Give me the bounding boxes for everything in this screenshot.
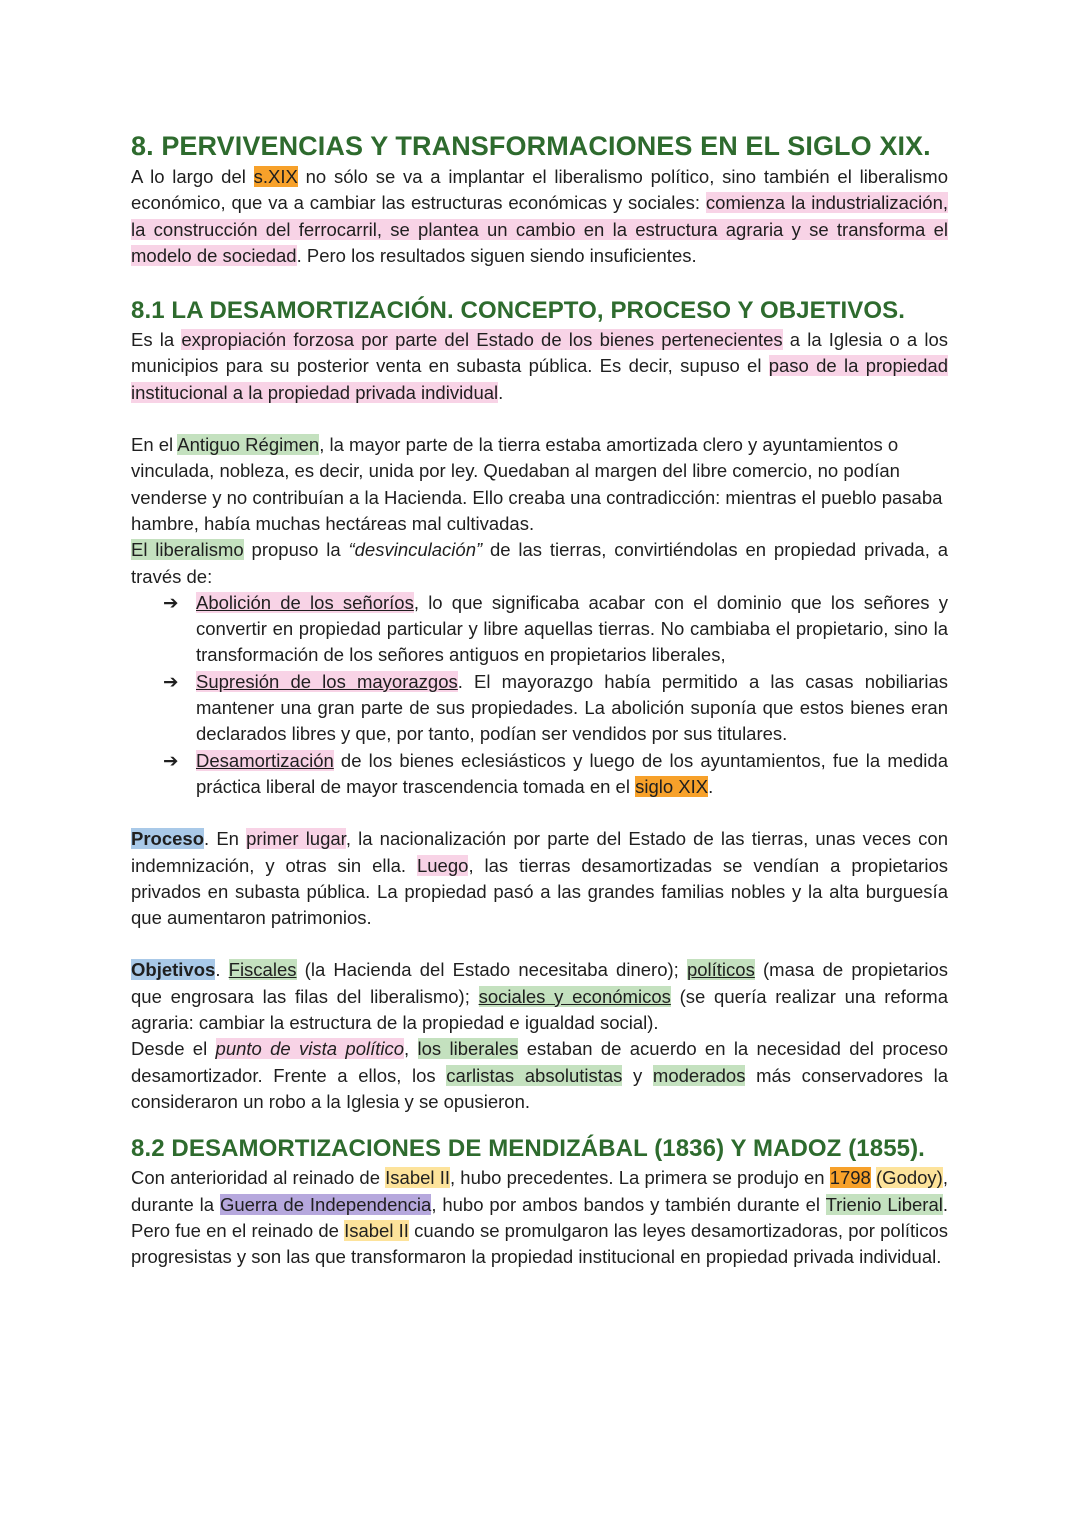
text: no sólo se va a implantar el liberalismo político, sino también el liberalismo económico, que va a cambiar las estructuras económicas y sociales:: [131, 166, 948, 214]
objetivos-paragraph: [131, 957, 948, 1036]
highlight-century: s.XIX: [253, 166, 298, 187]
text: A lo largo del: [131, 166, 254, 187]
highlight-isabel-ii: Isabel II: [385, 1167, 450, 1189]
highlight-antiguo-regimen: Antiguo Régimen: [177, 434, 320, 456]
text: , la nacionalización por parte del Estado de las tierras, unas veces con indemnización, y otras sin ella.: [131, 828, 948, 876]
text: . Pero los resultados siguen siendo insuficientes.: [296, 244, 697, 266]
highlight-siglo-xix: siglo XIX: [635, 775, 709, 797]
proceso-label: Proceso: [131, 828, 205, 850]
highlight-definition: expropiación forzosa por parte del Estado de los bienes pertenecientes: [181, 329, 783, 351]
punto-de-vista-paragraph: [131, 1036, 948, 1115]
text: .: [498, 381, 504, 403]
highlight-property-change: paso de la propiedad institucional a la propiedad privada individual: [131, 355, 949, 403]
precedentes-paragraph: [131, 1165, 948, 1270]
highlight-isabel-ii-2: Isabel II: [344, 1219, 409, 1241]
definition-paragraph: [131, 327, 948, 406]
measures-list: [131, 590, 948, 800]
liberalismo-paragraph: [131, 537, 948, 590]
highlight-changes: comienza la industrialización, la construcción del ferrocarril, se plantea un cambio en la estructura agraria y se transforma el modelo de sociedad: [131, 192, 949, 266]
text: Desde el: [131, 1038, 216, 1060]
spacer: [131, 406, 948, 432]
highlight-fiscales: Fiscales: [228, 959, 297, 981]
text: propuso la: [243, 539, 349, 561]
highlight-desamortizacion: Desamortización: [196, 749, 334, 771]
text: , hubo precedentes. La primera se produjo en: [449, 1167, 830, 1189]
highlight-primer-lugar: primer lugar: [246, 828, 346, 850]
highlight-trienio-liberal: Trienio Liberal: [825, 1193, 943, 1215]
text: y: [622, 1064, 653, 1086]
highlight-liberalismo: El liberalismo: [131, 539, 244, 561]
spacer: [131, 800, 948, 826]
text: , las tierras desamortizadas se vendían a propietarios privados en subasta pública. La propiedad pasó a las grandes familias nobles y la alta burguesía que aumentaron patrimonios.: [131, 854, 948, 929]
highlight-guerra-independencia: Guerra de Independencia: [219, 1193, 432, 1215]
highlight-senorios: Abolición de los señoríos: [196, 591, 414, 613]
arrow-right-icon: ➔: [163, 670, 179, 692]
highlight-mayorazgos: Supresión de los mayorazgos: [196, 670, 458, 692]
text: , durante la: [131, 1167, 948, 1215]
proceso-paragraph: [131, 826, 948, 931]
highlight-liberales: los liberales: [417, 1038, 519, 1060]
spacer: [131, 931, 948, 957]
text: .: [708, 775, 714, 797]
highlight-carlistas: carlistas absolutistas: [446, 1064, 623, 1086]
list-item: [163, 590, 948, 669]
section-8-paragraph: [131, 164, 948, 269]
text: (se quería realizar una reforma agraria: cambiar la estructura de la propiedad e igualdad social).: [131, 985, 948, 1034]
arrow-right-icon: ➔: [163, 591, 179, 613]
text: . El mayorazgo había permitido a las casas nobiliarias mantener una gran parte de sus propiedades. La abolición suponía que estos bienes eran declarados libres y que, por tanto, podían ser vendidos por sus titulares.: [196, 670, 948, 745]
text: cuando se promulgaron las leyes desamortizadoras, por políticos progresistas y son las que transformaron la propiedad institucional en propiedad privada individual.: [131, 1219, 949, 1268]
spacer: [131, 1115, 948, 1133]
text: .: [215, 959, 229, 981]
highlight-sociales: sociales y económicos: [478, 985, 671, 1007]
text: (la Hacienda del Estado necesitaba dinero);: [296, 959, 687, 981]
text: Es la: [131, 329, 182, 351]
arrow-right-icon: ➔: [163, 749, 179, 771]
section-8-1-title: 8.1 LA DESAMORTIZACIÓN. CONCEPTO, PROCESO Y OBJETIVOS.: [131, 297, 905, 325]
text: , lo que significaba acabar con el dominio que los señores y convertir en propiedad particular y libre aquellas tierras. No cambiaba el propietario, sino la transformación de los señores antiguos en propietarios liberales,: [196, 591, 948, 666]
spacer: [131, 269, 948, 295]
text: . Pero fue en el reinado de: [131, 1193, 949, 1241]
text: , hubo por ambos bandos y también durante el: [431, 1193, 826, 1215]
text: de las tierras, convirtiéndolas en propiedad privada, a través de:: [131, 539, 948, 587]
highlight-moderados: moderados: [652, 1064, 746, 1086]
text: más conservadores la consideraron un robo a la Iglesia y se opusieron.: [131, 1064, 949, 1112]
text: a la Iglesia o a los municipios para su posterior venta en subasta pública. Es decir, supuso el: [131, 329, 948, 377]
text: ,: [404, 1038, 418, 1060]
list-item: [163, 669, 948, 748]
text: , la mayor parte de la tierra estaba amortizada clero y ayuntamientos o vinculada, nobleza, es decir, unida por ley. Quedaban al margen del libre comercio, no podían venderse y no contribuían a la Hacienda. Ello creaba una contradicción: mientras el pueblo pasaba hambre, había muchas hectáreas mal cultivadas.: [131, 434, 943, 534]
section-8-2-title: 8.2 DESAMORTIZACIONES DE MENDIZÁBAL (1836) Y MADOZ (1855).: [131, 1135, 925, 1163]
text: estaban de acuerdo en la necesidad del proceso desamortizador. Frente a ellos, los: [131, 1038, 949, 1086]
highlight-1798: 1798: [829, 1167, 871, 1189]
highlight-godoy: (Godoy): [876, 1167, 943, 1189]
italic-desvinculacion: “desvinculación”: [348, 539, 483, 561]
document-page: [131, 128, 948, 1270]
list-item: [163, 748, 948, 801]
highlight-punto-de-vista: punto de vista político: [215, 1038, 405, 1060]
text: de los bienes eclesiásticos y luego de los ayuntamientos, fue la medida práctica liberal de mayor trascendencia tomada en el: [196, 749, 948, 797]
highlight-politicos: políticos: [686, 959, 755, 981]
antiguo-regimen-paragraph: [131, 432, 948, 537]
section-8-title: 8. PERVIVENCIAS Y TRANSFORMACIONES EN EL SIGLO XIX.: [131, 131, 931, 161]
text: En el: [131, 434, 178, 456]
text: . En: [204, 828, 247, 850]
text: Con anterioridad al reinado de: [131, 1167, 386, 1189]
highlight-luego: Luego: [416, 854, 469, 876]
text: (masa de propietarios que engrosara las filas del liberalismo);: [131, 959, 949, 1007]
objetivos-label: Objetivos: [131, 959, 216, 981]
